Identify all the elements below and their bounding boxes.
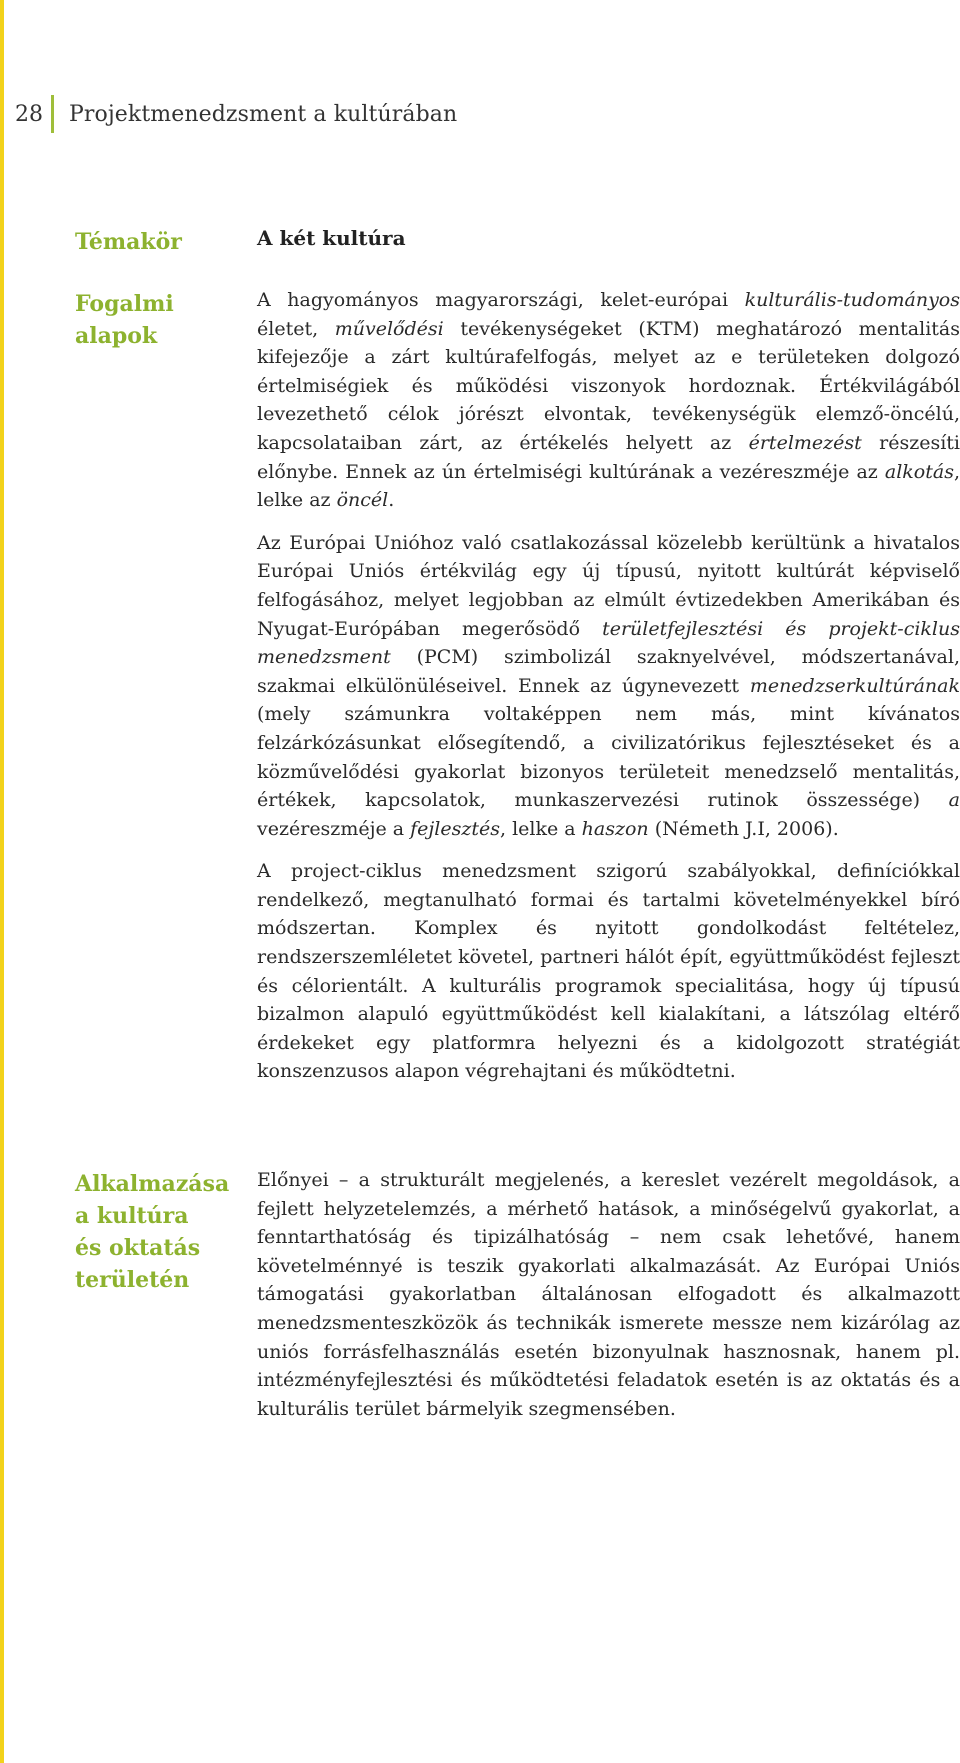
p2-italic-b: területfejlesztési és projekt-ciklus menedzsment [257, 617, 960, 669]
p1-text-i: , lelke az [257, 460, 960, 512]
p1-text-k: . [388, 489, 395, 512]
p1-italic-b: kulturális-tudományos [744, 289, 960, 311]
paragraph-1 [257, 286, 960, 515]
p1-italic-f: értelmezést [748, 431, 862, 454]
paragraph-2 [257, 529, 960, 844]
p1-text-e: tevékenységeket (KTM) meghatározó mentalitás kifejezője a zárt kultúrafelfogás, melyet az e területeken dolgozó értelmiségiek és működési viszonyok hordoznak. Értékvilágából levezethető célok jórészt elvontak, tevékenységük elemző-öncélú, kapcsolataiban zárt, az értékelés helyett az [257, 317, 960, 454]
application-text [257, 1166, 960, 1437]
p2-italic-d: menedzserkultúrának [749, 674, 960, 697]
p2-italic-f: a [948, 789, 960, 812]
p1-italic-d: művelődési [334, 317, 444, 340]
label-application-line3: és oktatás [75, 1235, 201, 1261]
label-application-line1: Alkalmazása [75, 1171, 230, 1197]
page-header [15, 95, 457, 133]
p2-italic-h: fejlesztés [410, 817, 501, 840]
header-divider [51, 95, 54, 133]
p2-text-k: (Németh J.I, 2006). [648, 817, 839, 840]
p2-italic-j: haszon [581, 817, 649, 840]
running-title: Projektmenedzsment a kultúrában [69, 101, 458, 127]
page-edge-bar [0, 0, 4, 1763]
section-title: A két kultúra [257, 226, 406, 250]
p1-text-c: életet, [257, 317, 335, 340]
p1-text-g: részesíti előnybe. Ennek az ún értelmiségi kultúrának a vezéreszméje az [257, 431, 960, 483]
label-basics-line2: alapok [75, 323, 158, 349]
label-application-line2: a kultúra [75, 1203, 189, 1229]
page-number: 28 [15, 101, 43, 127]
p2-text-i: , lelke a [500, 817, 582, 840]
label-topic [75, 226, 240, 258]
label-application [75, 1168, 240, 1296]
basics-text [257, 286, 960, 1100]
label-basics-line1: Fogalmi [75, 291, 174, 317]
p2-text-a: Az Európai Unióhoz való csatlakozással közelebb kerültünk a hivatalos Európai Uniós értékvilág egy új típusú, nyitott kultúrát képviselő felfogásához, melyet legjobban az elmúlt évtizedekben Amerikában és Nyugat-Európában megerősödő [257, 531, 960, 640]
label-application-line4: területén [75, 1267, 190, 1293]
label-topic-text: Témakör [75, 229, 182, 255]
p1-italic-j: öncél [336, 489, 389, 512]
p2-text-c: (PCM) szimbolizál szaknyelvével, módszertanával, szakmai elkülönüléseivel. Ennek az úgynevezett [257, 646, 960, 697]
p1-italic-h: alkotás [884, 460, 954, 483]
label-basics [75, 288, 240, 352]
paragraph-4: Előnyei – a strukturált megjelenés, a kereslet vezérelt megoldások, a fejlett helyzetelemzés, a mérhető hatások, a minőségelvű gyakorlat, a fenntarthatóság és tipizálhatóság – nem csak lehetővé, hanem követelménnyé is teszik gyakorlati alkalmazását. Az Európai Uniós támogatási gyakorlatban általánosan elfogadott és alkalmazott menedzsmenteszközök ás technikák ismerete messze nem kizárólag az uniós forrásfelhasználás esetén bizonyulnak hasznosnak, hanem pl. intézményfejlesztési és működtetési feladatok esetén is az oktatás és a kulturális terület bármelyik szegmensében. [257, 1169, 960, 1420]
p2-text-g: vezéreszméje a [257, 817, 411, 840]
p2-text-e: (mely számunkra voltaképpen nem más, mint kívánatos felzárkózásunkat elősegítendő, a civilizatórikus fejlesztéseket és a közművelődési gyakorlat bizonyos területeit menedzselő mentalitás, értékek, kapcsolatok, munkaszervezési rutinok összessége) [257, 703, 960, 812]
p1-text-a: A hagyományos magyarországi, kelet-európai [257, 289, 745, 311]
paragraph-3: A project-ciklus menedzsment szigorú szabályokkal, definíciókkal rendelkező, megtanulható formai és tartalmi követelményekkel bíró módszertan. Komplex és nyitott gondolkodást feltételez, rendszerszemléletet követel, partneri hálót épít, együttműködést fejleszt és célorientált. A kulturális programok specialitása, hogy új típusú bizalmon alapuló együttműködést kell kialakítani, a látszólag eltérő érdekeket egy platformra helyezni és a kidolgozott stratégiát konszenzusos alapon végrehajtani és működtetni. [257, 860, 960, 1083]
